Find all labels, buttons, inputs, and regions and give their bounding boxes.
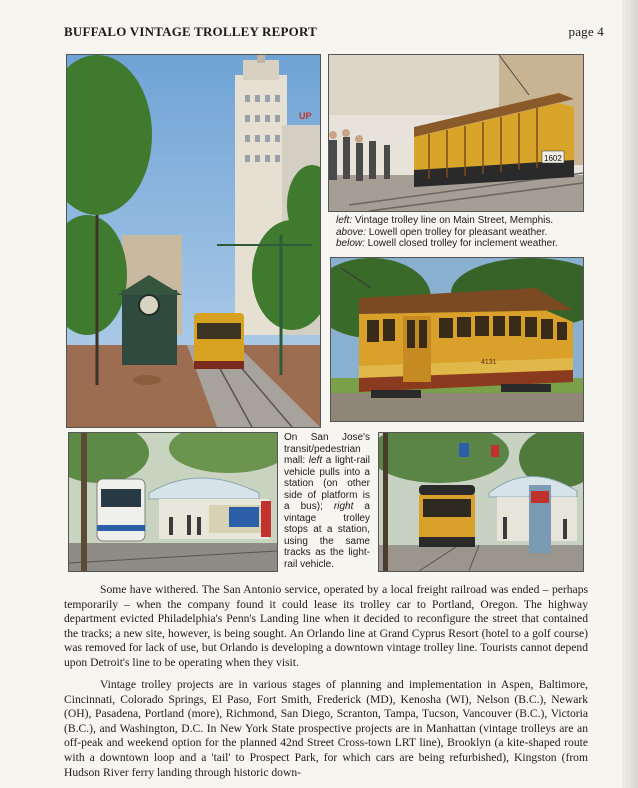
photo-lowell-closed-trolley [330, 257, 584, 422]
memphis-photo-graphic [67, 55, 320, 427]
caption-sanjose-left-label: left [308, 455, 323, 466]
caption-below-label: below: [336, 238, 365, 249]
svg-text:1602: 1602 [544, 154, 562, 163]
paragraph-text: Some have withered. The San Antonio service, operated by a local freight railroad was ended – perhaps temporarily – when the company found it could lease its trolley car to Portland, Oregon. The highway department evicted Philadelphia's Penn's Landing line when it decided to reconfigure the street that contained the tracks; a new site, however, is being sought. An Orlando line at Grand Cyprus Resort (hotel to a golf course) was removed for lack of use, but Orlando is developing a downtown vintage trolley line. Tourists cannot depend upon Detroit's line to be operating when they visit. [64, 583, 588, 669]
photo-lowell-open-trolley [328, 54, 584, 212]
svg-text:4131: 4131 [481, 359, 497, 366]
caption-sanjose-text-2: a light-rail vehicle pulls into a station (on other side of platform is a bus); [284, 455, 370, 512]
caption-above-label: above: [336, 226, 367, 238]
sanjose-trolley-photo-graphic [379, 433, 583, 571]
photo-caption-memphis-lowell [336, 215, 586, 250]
caption-above-text: Lowell open trolley for pleasant weather. [366, 226, 548, 238]
photo-caption-san-jose [284, 432, 370, 570]
caption-sanjose-text-1: On San Jose's transit/pedestrian mall: [284, 432, 370, 466]
svg-text:UP: UP [299, 111, 312, 121]
photo-san-jose-light-rail [68, 432, 278, 572]
lowell-open-photo-graphic [329, 55, 583, 211]
photo-san-jose-vintage-trolley [378, 432, 584, 572]
lowell-closed-photo-graphic [331, 258, 583, 421]
page-number: page 4 [568, 24, 604, 39]
caption-sanjose-right-label: right [333, 501, 354, 512]
caption-below-text: Lowell closed trolley for inclement weather. [364, 238, 558, 249]
paragraph-text: Vintage trolley projects are in various stages of planning and implementation in Aspen, Baltimore, Cincinnati, Colorado Springs, El Paso, Fort Smith, Frederick (MD), Kenosha (WI), Nelson (B.C.), Newark (OH), Pasadena, Portland (more), Richmond, San Diego, Scranton, Tampa, Tucson, Vancouver (B.C.), Victoria (B.C.), and Washington, D.C. In New York State prospective projects are in Manhattan (vintage trolleys are an off-peak and weekend option for the planned 42nd Street Cross-town LRT line), Brooklyn (a kite-shaped route with a downtown loop and a 'tail' to Prospect Park, for which cars are being refurbished), Kingston (from Hudson River ferry landing through historic down- [64, 678, 588, 779]
newsletter-title: BUFFALO VINTAGE TROLLEY REPORT [64, 24, 317, 39]
caption-sanjose-text-3: a vintage trolley stops at a station, using the same tracks as the light-rail vehicle. [284, 501, 370, 570]
page-edge-shadow [622, 0, 638, 788]
sanjose-lrv-photo-graphic [69, 433, 277, 571]
body-paragraph-withered [64, 583, 588, 671]
body-paragraph-projects [64, 678, 588, 780]
caption-left-label: left: [336, 215, 353, 226]
caption-left-text: Vintage trolley line on Main Street, Memphis. [352, 215, 554, 226]
photo-memphis-main-street [66, 54, 321, 428]
